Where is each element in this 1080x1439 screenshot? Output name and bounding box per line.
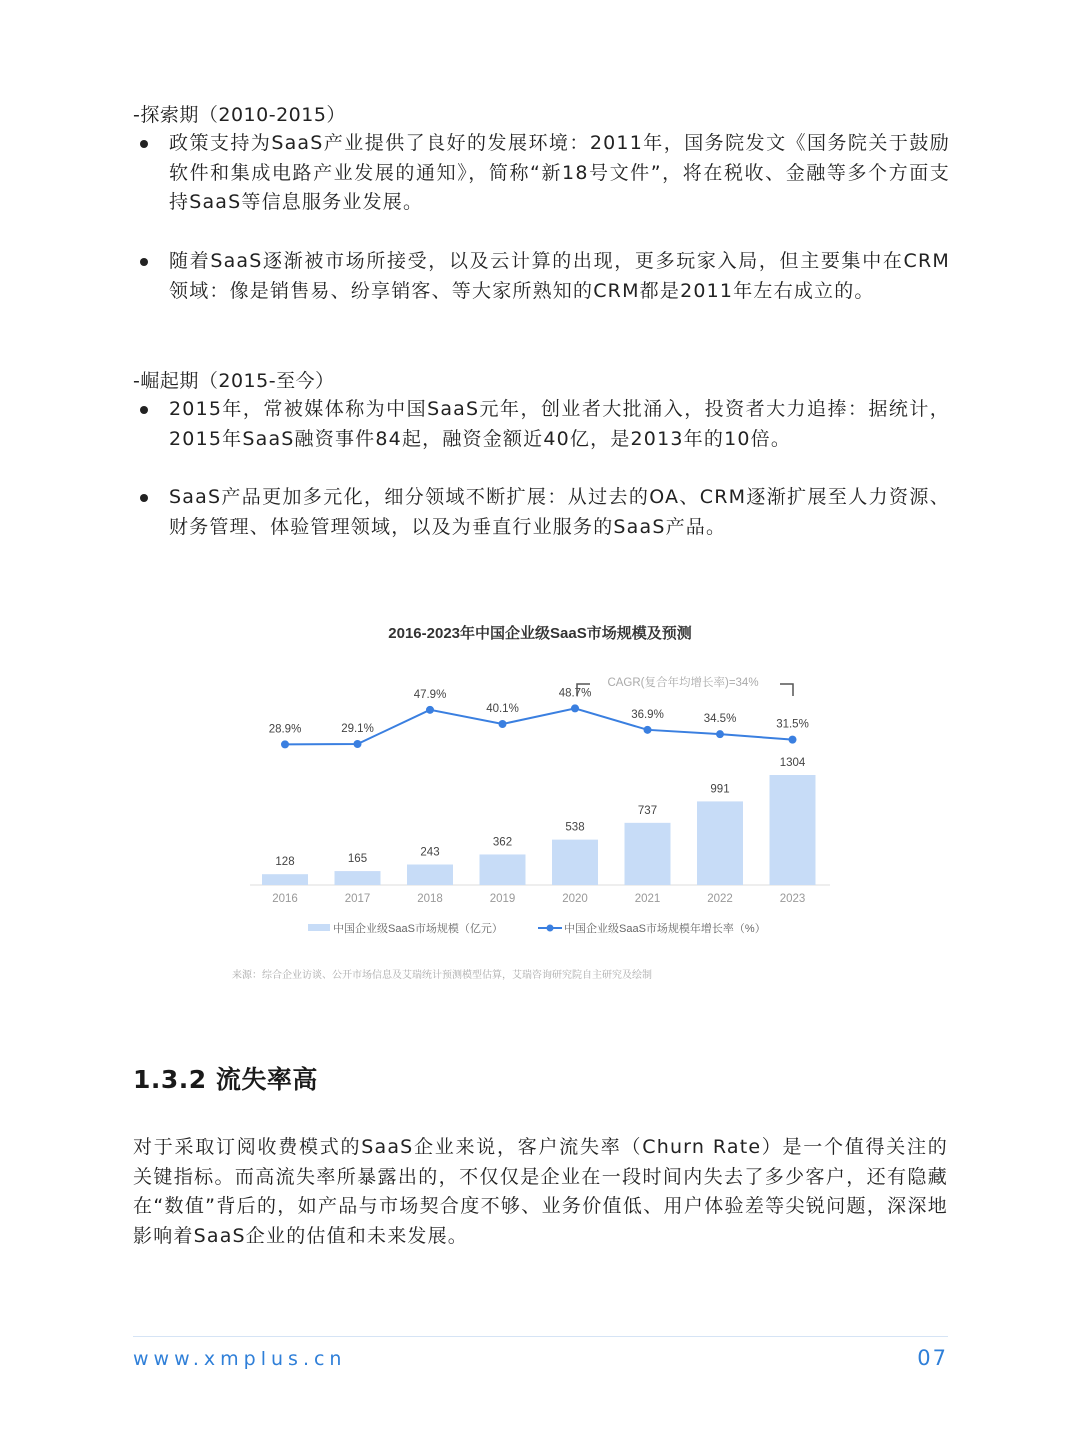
- bar-value-label: 128: [275, 856, 295, 869]
- growth-rate-point: [644, 726, 652, 734]
- section-heading-exploration: -探索期（2010-2015）: [133, 104, 346, 126]
- bullet-item: [140, 395, 950, 454]
- x-tick-label: 2016: [272, 893, 298, 905]
- footer-website: www.xmplus.cn: [133, 1348, 347, 1370]
- growth-rate-label: 34.5%: [703, 713, 737, 726]
- bullet-text: 2015年，常被媒体称为中国SaaS元年，创业者大批涌入，投资者大力追捧：据统计，2015年SaaS融资事件84起，融资金额近40亿，是2013年的10倍。: [169, 398, 950, 450]
- churn-paragraph: 对于采取订阅收费模式的SaaS企业来说，客户流失率（Churn Rate）是一个值得关注的关键指标。而高流失率所暴露出的，不仅仅是企业在一段时间内失去了多少客户，还有隐藏在“数值”背后的，如产品与市场契合度不够、业务价值低、用户体验差等尖锐问题，深深地影响着SaaS企业的估值和未来发展。: [133, 1136, 948, 1247]
- growth-rate-label: 29.1%: [341, 723, 374, 735]
- legend-bar-label: 中国企业级SaaS市场规模（亿元）: [333, 923, 503, 935]
- growth-rate-label: 48.7%: [558, 687, 592, 700]
- bar: [625, 823, 671, 885]
- bar: [335, 871, 381, 885]
- section-heading-rise: -崛起期（2015-至今）: [133, 370, 335, 392]
- legend-bar-swatch: [308, 924, 330, 931]
- bullet-text: 政策支持为SaaS产业提供了良好的发展环境：2011年，国务院发文《国务院关于鼓励软件和集成电路产业发展的通知》，简称“新18号文件”，将在税收、金融等多个方面支持SaaS等信息服务业发展。: [169, 132, 950, 213]
- bar: [480, 854, 526, 885]
- growth-rate-label: 40.1%: [486, 703, 519, 715]
- bullet-dot: [140, 258, 148, 266]
- growth-rate-point: [354, 740, 362, 748]
- growth-rate-label: 28.9%: [268, 723, 302, 736]
- x-tick-label: 2017: [344, 893, 371, 905]
- market-size-chart: [220, 610, 860, 990]
- bar-value-label: 165: [347, 853, 368, 866]
- bullet-text: 随着SaaS逐渐被市场所接受，以及云计算的出现，更多玩家入局，但主要集中在CRM领域：像是销售易、纷享销客、等大家所熟知的CRM都是2011年左右成立的。: [169, 250, 950, 302]
- bullet-item: [140, 129, 950, 218]
- growth-rate-point: [281, 740, 289, 748]
- chart-source: 来源：综合企业访谈、公开市场信息及艾瑞统计预测模型估算，艾瑞咨询研究院自主研究及绘制: [232, 970, 652, 981]
- bullet-dot: [140, 140, 148, 148]
- bar: [262, 874, 308, 885]
- growth-rate-point: [716, 730, 724, 738]
- x-tick-label: 2019: [489, 893, 516, 905]
- bar: [407, 865, 453, 885]
- growth-rate-label: 31.5%: [776, 718, 809, 731]
- growth-rate-label: 47.9%: [413, 688, 447, 701]
- growth-rate-point: [499, 720, 507, 728]
- bar: [697, 801, 743, 885]
- page-number: 07: [917, 1346, 948, 1370]
- chart-title: 2016-2023年中国企业级SaaS市场规模及预测: [388, 625, 692, 642]
- chart-svg: [220, 610, 860, 990]
- bar-value-label: 362: [492, 836, 513, 849]
- footer-divider: [133, 1336, 948, 1337]
- cagr-annotation: CAGR(复合年均增长率)=34%: [607, 677, 759, 689]
- x-tick-label: 2022: [707, 893, 733, 905]
- bullet-dot: [140, 406, 148, 414]
- bullet-item: [140, 483, 950, 542]
- growth-rate-point: [571, 704, 579, 712]
- growth-rate-point: [426, 706, 434, 714]
- bar-value-label: 991: [710, 783, 730, 796]
- bullet-dot: [140, 494, 148, 502]
- bar-value-label: 538: [565, 821, 585, 834]
- bar-value-label: 1304: [779, 757, 806, 769]
- x-tick-label: 2018: [417, 893, 443, 905]
- growth-rate-point: [789, 736, 797, 744]
- x-tick-label: 2023: [779, 893, 806, 905]
- x-tick-label: 2020: [562, 893, 588, 905]
- x-tick-label: 2021: [634, 893, 661, 905]
- bullet-text: SaaS产品更加多元化，细分领域不断扩展：从过去的OA、CRM逐渐扩展至人力资源、财务管理、体验管理领域，以及为垂直行业服务的SaaS产品。: [169, 486, 950, 538]
- bar: [552, 840, 598, 885]
- bar-value-label: 737: [637, 804, 658, 817]
- bullet-item: [140, 247, 950, 306]
- legend-line-label: 中国企业级SaaS市场规模年增长率（%）: [564, 923, 766, 935]
- bar: [770, 775, 816, 885]
- cagr-bracket-right: [780, 684, 793, 696]
- bar-value-label: 243: [420, 846, 440, 859]
- section-title-churn: 1.3.2 流失率高: [133, 1065, 318, 1094]
- legend-line-marker: [547, 925, 554, 932]
- growth-rate-label: 36.9%: [631, 708, 664, 721]
